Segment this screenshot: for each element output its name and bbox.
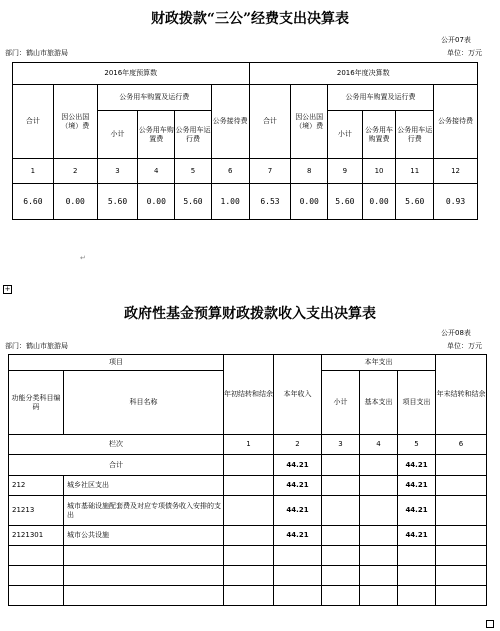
index-cell: 5: [398, 435, 436, 455]
empty-row: [9, 586, 487, 606]
subtotal-cell: [322, 496, 360, 526]
end-cell: [436, 526, 487, 546]
name-cell: 城市公共设施: [64, 526, 224, 546]
total-end-cell: [436, 455, 487, 476]
empty-row: [9, 546, 487, 566]
paragraph-mark: ↵: [80, 254, 86, 262]
index-row: [13, 159, 478, 184]
budget-header: 2016年度预算数: [13, 63, 250, 85]
doc1-title: 财政拨款“三公”经费支出决算表: [150, 11, 350, 27]
index-cell: 5: [175, 159, 212, 184]
end-cell: [436, 476, 487, 496]
gov-fund-table: [8, 354, 487, 606]
project-cell: 44.21: [398, 476, 436, 496]
code-cell: 2121301: [9, 526, 64, 546]
project-cell: 44.21: [398, 496, 436, 526]
value-row: [13, 184, 478, 220]
index-cell: 2: [274, 435, 322, 455]
index-cell: 3: [322, 435, 360, 455]
index-cell: 2: [53, 159, 97, 184]
three-public-expense-table: [12, 62, 478, 220]
total-row: [9, 455, 487, 476]
doc2-title: 政府性基金预算财政拨款收入支出决算表: [124, 306, 376, 322]
index-cell: 7: [249, 159, 291, 184]
index-row: [9, 435, 487, 455]
value-cell: 0.00: [138, 184, 175, 220]
project-cell: 44.21: [398, 526, 436, 546]
doc2-unit: 单位：万元: [447, 342, 482, 350]
actual-subtotal-header: 小计: [328, 111, 363, 159]
code-cell: 21213: [9, 496, 64, 526]
value-cell: 5.60: [328, 184, 363, 220]
doc2-dept: 部门：鹤山市旅游局: [5, 342, 68, 350]
income-header: 本年收入: [274, 355, 322, 435]
actual-purchase-header: 公务用车购置费: [362, 111, 396, 159]
begin-cell: [224, 496, 274, 526]
index-cell: 6: [211, 159, 249, 184]
income-cell: 44.21: [274, 526, 322, 546]
doc1-dept: 部门：鹤山市旅游局: [5, 49, 68, 57]
doc1-unit: 单位：万元: [447, 49, 482, 57]
code-header: 功能分类科目编码: [9, 371, 64, 435]
end-cell: [436, 496, 487, 526]
value-cell: 0.93: [434, 184, 478, 220]
total-project-cell: 44.21: [398, 455, 436, 476]
item-header: 项目: [9, 355, 224, 371]
name-header: 科目名称: [64, 371, 224, 435]
total-basic-cell: [360, 455, 398, 476]
value-cell: 5.60: [175, 184, 212, 220]
budget-operation-header: 公务用车运行费: [175, 111, 212, 159]
index-cell: 1: [13, 159, 54, 184]
actual-reception-header: 公务接待费: [434, 85, 478, 159]
doc2-form-no: 公开08表: [441, 329, 471, 337]
actual-vehicle-header: 公务用车购置及运行费: [328, 85, 434, 111]
index-cell: 12: [434, 159, 478, 184]
basic-expense-header: 基本支出: [360, 371, 398, 435]
name-cell: 城市基础设施配套费及对应专项债务收入安排的支出: [64, 496, 224, 526]
index-cell: 1: [224, 435, 274, 455]
name-cell: 城乡社区支出: [64, 476, 224, 496]
table-row: [9, 496, 487, 526]
index-cell: 3: [97, 159, 138, 184]
expense-subtotal-header: 小计: [322, 371, 360, 435]
subtotal-cell: [322, 476, 360, 496]
value-cell: 0.00: [291, 184, 328, 220]
table-resize-handle[interactable]: [486, 620, 494, 628]
income-cell: 44.21: [274, 496, 322, 526]
actual-header: 2016年度决算数: [249, 63, 477, 85]
begin-cell: [224, 526, 274, 546]
index-cell: 10: [362, 159, 396, 184]
index-cell: 6: [436, 435, 487, 455]
empty-row: [9, 566, 487, 586]
total-subtotal-cell: [322, 455, 360, 476]
subtotal-cell: [322, 526, 360, 546]
table-row: [9, 526, 487, 546]
index-cell: 4: [138, 159, 175, 184]
actual-total-header: 合计: [249, 85, 291, 159]
total-income-cell: 44.21: [274, 455, 322, 476]
value-cell: 0.00: [362, 184, 396, 220]
end-balance-header: 年末结转和结余: [436, 355, 487, 435]
begin-cell: [224, 476, 274, 496]
basic-cell: [360, 526, 398, 546]
budget-reception-header: 公务接待费: [211, 85, 249, 159]
table-move-handle[interactable]: +: [4, 285, 11, 293]
table-row: [9, 476, 487, 496]
total-begin-cell: [224, 455, 274, 476]
actual-abroad-header: 因公出国（境）费: [291, 85, 328, 159]
budget-subtotal-header: 小计: [97, 111, 138, 159]
actual-operation-header: 公务用车运行费: [396, 111, 434, 159]
row-label: 栏次: [9, 435, 224, 455]
value-cell: 5.60: [97, 184, 138, 220]
income-cell: 44.21: [274, 476, 322, 496]
value-cell: 1.00: [211, 184, 249, 220]
basic-cell: [360, 496, 398, 526]
value-cell: 5.60: [396, 184, 434, 220]
project-expense-header: 项目支出: [398, 371, 436, 435]
value-cell: 6.60: [13, 184, 54, 220]
expense-header: 本年支出: [322, 355, 436, 371]
index-cell: 4: [360, 435, 398, 455]
value-cell: 0.00: [53, 184, 97, 220]
doc1-form-no: 公开07表: [441, 36, 471, 44]
basic-cell: [360, 476, 398, 496]
value-cell: 6.53: [249, 184, 291, 220]
budget-total-header: 合计: [13, 85, 54, 159]
total-label: 合计: [9, 455, 224, 476]
index-cell: 8: [291, 159, 328, 184]
budget-abroad-header: 因公出国（境）费: [53, 85, 97, 159]
index-cell: 9: [328, 159, 363, 184]
budget-vehicle-header: 公务用车购置及运行费: [97, 85, 211, 111]
code-cell: 212: [9, 476, 64, 496]
index-cell: 11: [396, 159, 434, 184]
budget-purchase-header: 公务用车购置费: [138, 111, 175, 159]
begin-balance-header: 年初结转和结余: [224, 355, 274, 435]
